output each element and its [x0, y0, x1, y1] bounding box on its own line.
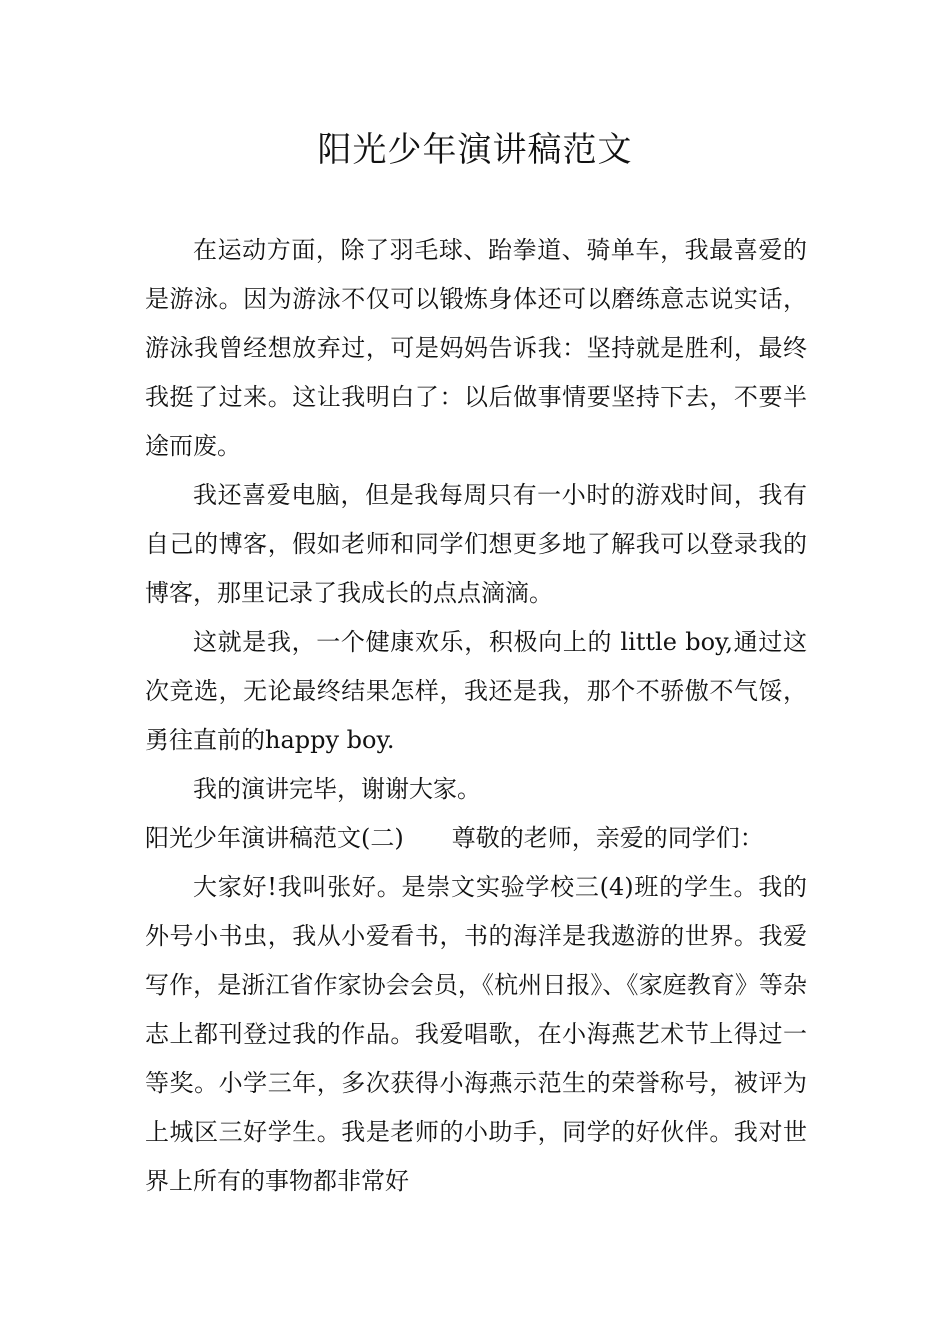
paragraph-closing: 我的演讲完毕，谢谢大家。: [193, 775, 481, 803]
document-body: [145, 226, 807, 1206]
document-title: 阳光少年演讲稿范文: [317, 130, 633, 170]
paragraph-little-boy: 这就是我，一个健康欢乐，积极向上的 little boy,通过这次竞选，无论最终结果怎样，我还是我，那个不骄傲不气馁，勇往直前的happy boy.: [145, 628, 807, 754]
paragraph-second-speech-heading: 阳光少年演讲稿范文(二) 尊敬的老师，亲爱的同学们：: [145, 824, 764, 852]
paragraph-sports: 在运动方面，除了羽毛球、跆拳道、骑单车，我最喜爱的是游泳。因为游泳不仅可以锻炼身体还可以磨练意志说实话，游泳我曾经想放弃过，可是妈妈告诉我：坚持就是胜利，最终我挺了过来。这让我明白了：以后做事情要坚持下去，不要半途而废。: [145, 236, 807, 460]
paragraph-introduction: 大家好!我叫张好。是崇文实验学校三(4)班的学生。我的外号小书虫，我从小爱看书，书的海洋是我遨游的世界。我爱写作，是浙江省作家协会会员，《杭州日报》、《家庭教育》等杂志上都刊登过我的作品。我爱唱歌，在小海燕艺术节上得过一等奖。小学三年，多次获得小海燕示范生的荣誉称号，被评为上城区三好学生。我是老师的小助手，同学的好伙伴。我对世界上所有的事物都非常好: [145, 873, 807, 1195]
paragraph-computer: 我还喜爱电脑，但是我每周只有一小时的游戏时间，我有自己的博客，假如老师和同学们想更多地了解我可以登录我的博客，那里记录了我成长的点点滴滴。: [145, 481, 807, 607]
